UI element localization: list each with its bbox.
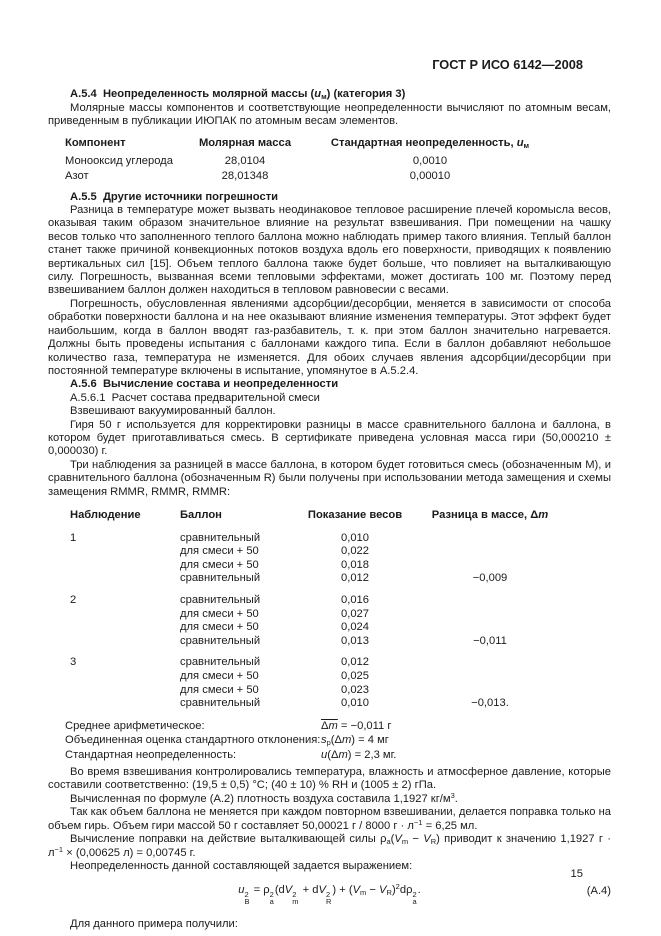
column-header-component: Компонент [65,136,126,149]
table-row: для смеси + 50 0,027 [180,607,369,620]
column-header-observation: Наблюдение [70,508,141,521]
observations-table-header [70,509,611,523]
formula-a4 [48,884,611,905]
table-row: для смеси + 50 0,025 [180,669,369,682]
observation-group-2 [70,594,611,648]
paragraph-molar-masses: Молярные массы компонентов и соответствующие неопределенности вычисляют по атомным весам, приведенным в публикации ИЮПАК по атомным весам элементов. [48,101,611,128]
paragraph-uncertainty-expression: Неопределенность данной составляющей задается выражением: [70,859,413,872]
summary-label: Стандартная неопределенность: [65,749,237,762]
column-header-molar-mass: Молярная масса [198,136,292,149]
summary-label: Объединенная оценка стандартного отклонения: [65,734,321,747]
paragraph-for-this-example: Для данного примера получили: [70,918,238,931]
summary-value: Δm = −0,011 г [321,719,392,732]
page-number: 15 [570,868,583,880]
table-row: для смеси + 50 0,023 [180,683,369,696]
column-header-std-uncertainty: Стандартная неопределенность, $u_м$ [330,136,530,150]
summary-row-std-uncertainty [65,748,611,763]
section-heading-a5-6: А.5.6 Вычисление состава и неопределенности [70,378,339,391]
table-row: Монооксид углерода 28,0104 0,0010 [65,154,448,167]
paragraph-adsorption-effects: Погрешность, обусловленная явлениями адсорбции/десорбции, меняется в зависимости от способа обработки поверхности баллона и на нее оказывают влияние изменения температуры. Этот эффект будет наибольшим, когда в баллон вводят газ-разбавитель, т. к. при этом баллон значительно нагревается. Должны быть проведены испытания с баллонами каждого типа. Если в баллон добавляют небольшое количество газа, температура не изменяется. Для обоих случаев явления адсорбции/десорбции при постоянной температуре включены в испытание, упомянутое в А.5.2.4. [48,297,611,377]
summary-label: Среднее арифметическое: [65,719,205,732]
paragraph-buoyancy-correction: Вычисление поправки на действие выталкивающей силы $\rho_а(V_m - V_R)$ приводит к значению 1,1927 $г \cdot л^{-1} \times (0,00625$ л) = 0,00745 г. [48,833,612,859]
table-row: Азот 28,01348 0,00010 [65,169,451,182]
column-header-cylinder: Баллон [180,508,222,521]
formula-body: u 2 В = ρ 2 а (dV 2 m + dV 2 R ) + $(V_m - V_R)^2d\rho$ 2 а . [238,882,421,906]
table-row: 3 сравнительный 0,012 [70,656,369,669]
column-header-reading: Показание весов [307,508,403,521]
observation-group-3 [70,656,611,710]
paragraph-three-observations: Три наблюдения за разницей в массе баллона, в котором будет готовиться смесь (обозначенным М), и сравнительного баллона (обозначенным R) были получены при использовании метода замещения и схемы замещения RMMR, RMMR, RMMR: [48,458,611,498]
paragraph-weight-50g: Гиря 50 г используется для корректировки разницы в массе сравнительного баллона и баллона, в котором будет приготавливаться смесь. В сертификате приведена условная масса гири (50,000210 ± 0,000030) г. [48,418,611,458]
table-row: 1 сравнительный 0,010 [70,531,369,544]
molar-mass-table [65,136,611,184]
section-heading-a5-4: А.5.4 Неопределенность молярной массы $(u_м)$ (категория 3) [70,88,406,102]
table-row: для смеси + 50 0,018 [180,558,369,571]
table-row: сравнительный 0,010 −0,013. [180,697,509,710]
paragraph-weight-volume: Так как объем баллона не меняется при каждом повторном взвешивании, делается поправка только на объем гирь. Объем гири массой 50 г составляет 50,00021 г / 8000 $г \cdot л^{-1} = 6,25$ мл. [48,806,611,832]
table-row: для смеси + 50 0,022 [180,545,369,558]
formula-label: (А.4) [586,885,611,898]
paragraph-air-density: Вычисленная по формуле (А.2) плотность воздуха составила 1,1927 $кг/м^3$. [70,790,458,805]
summary-row-pooled-sd [65,733,611,748]
molar-mass-table-header [65,136,611,151]
paragraph-ambient-conditions: Во время взвешивания контролировались температура, влажность и атмосферное давление, которые составили соответственно: (19,5 ± 0,5) °С; (40 ± 10) % RH и (1005 ± 2) гПа. [48,766,611,792]
summary-value: u(Δm) = 2,3 мг. [321,749,397,762]
section-heading-a5-5: А.5.5 Другие источники погрешности [70,190,279,203]
table-row: для смеси + 50 0,024 [180,621,369,634]
table-row: сравнительный 0,012 −0,009 [180,572,508,585]
summary-row-mean [65,719,611,734]
summary-value: $s_p(\Delta m) = 4$ мг [321,734,389,748]
table-row: 2 сравнительный 0,016 [70,593,369,606]
subsection-heading-a5-6-1: А.5.6.1 Расчет состава предварительной смеси [70,391,320,404]
paragraph-weigh-evacuated: Взвешивают вакуумированный баллон. [70,405,276,418]
observation-group-1 [70,532,611,586]
table-row: сравнительный 0,013 −0,011 [180,634,507,647]
document-header: ГОСТ Р ИСО 6142—2008 [432,57,583,72]
observations-table [70,509,611,711]
column-header-mass-diff: Разница в массе, Δm [431,508,549,521]
paragraph-temperature-effects: Разница в температуре может вызвать неодинаковое тепловое расширение плечей коромысла весов, оказывая таким образом значительное влияние на результат взвешивания. При помещении на чашку весов только что заполненного теплого баллона можно наблюдать пример такого влияния. Теплый баллон станет также причиной конвекционных потоков воздуха вдоль его поверхности, приводящих к появлению вертикальных сил [15]. Объем теплого баллона также будет больше, что повлияет на выталкивающую силу. Погрешность, вызванная всеми тепловыми эффектами, может достигать 100 мг. Поэтому перед взвешиванием баллон должен находиться в тепловом равновесии с весами. [48,204,611,297]
